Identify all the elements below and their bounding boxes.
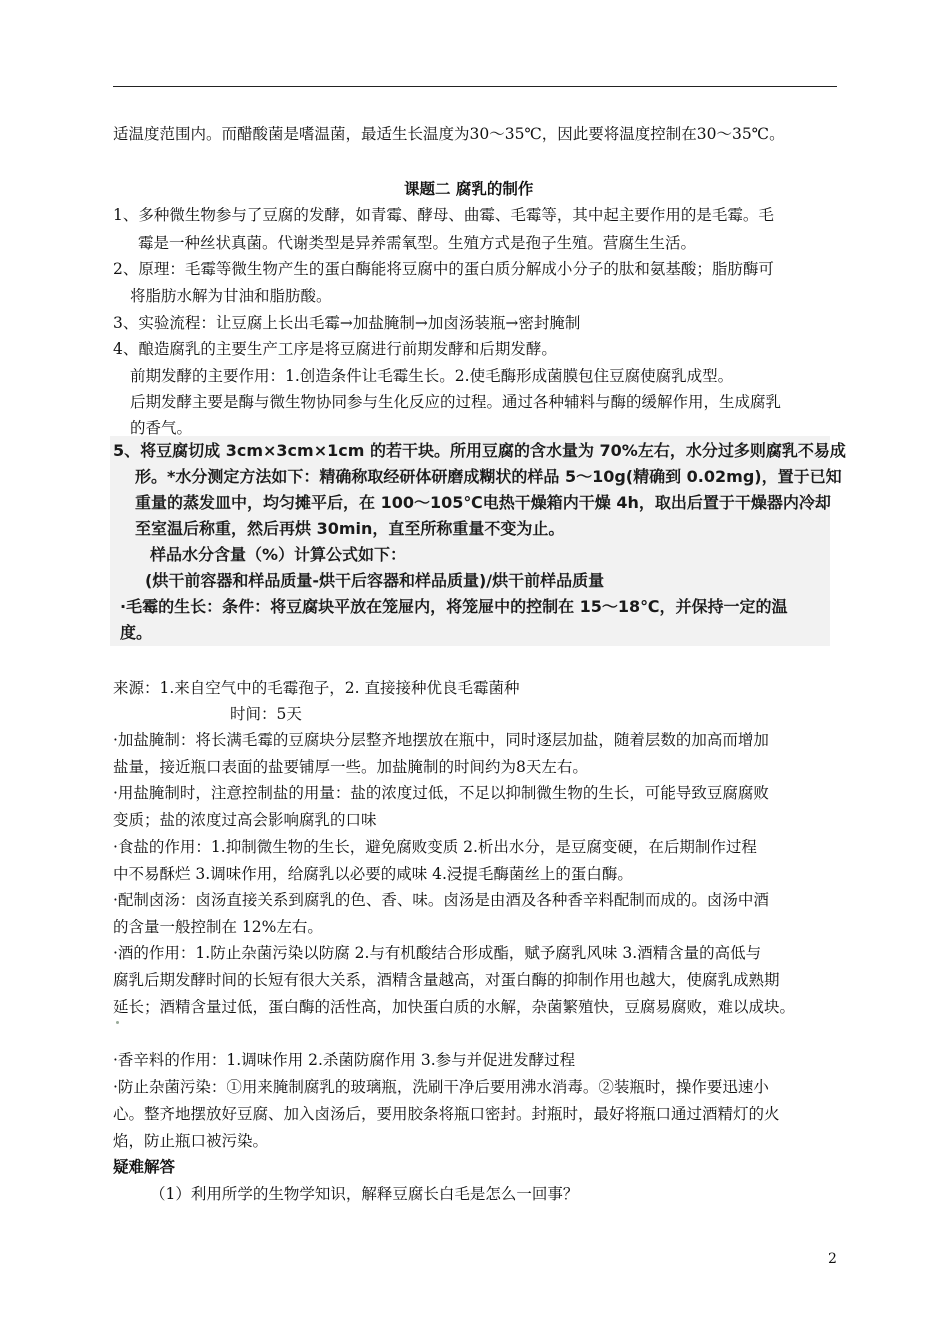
mold-source: 来源：1.来自空气中的毛霉孢子，2. 直接接种优良毛霉菌种 xyxy=(113,679,520,697)
stray-mark xyxy=(116,1021,119,1024)
section-title: 课题二 腐乳的制作 xyxy=(404,179,534,198)
faq-title: 疑难解答 xyxy=(113,1157,176,1176)
point-4-late-fermentation: 后期发酵主要是酶与微生物协同参与生化反应的过程。通过各种辅料与酶的缓解作用，生成腐乳 xyxy=(130,393,782,411)
point-1-line-2: 霉是一种丝状真菌。代谢类型是异养需氧型。生殖方式是孢子生殖。营腐生生活。 xyxy=(138,234,697,252)
page-number: 2 xyxy=(828,1251,837,1267)
faq-question-1: （1）利用所学的生物学知识，解释豆腐长白毛是怎么一回事？ xyxy=(150,1185,579,1203)
salt-control-line-2: 变质；盐的浓度过高会影响腐乳的口味 xyxy=(113,811,377,829)
paragraph-continuation: 适温度范围内。而醋酸菌是嗜温菌，最适生长温度为30～35℃，因此要将温度控制在30～35℃。 xyxy=(113,125,785,143)
point-4-early-fermentation: 前期发酵的主要作用：1.创造条件让毛霉生长。2.使毛酶形成菌膜包住豆腐使腐乳成型。 xyxy=(130,367,734,385)
point-1-line-1: 1、多种微生物参与了豆腐的发酵，如青霉、酵母、曲霉、毛霉等，其中起主要作用的是毛霉。毛 xyxy=(113,206,774,224)
contamination-line-1: ·防止杂菌污染：①用来腌制腐乳的玻璃瓶，洗刷干净后要用沸水消毒。②装瓶时，操作要迅速小 xyxy=(113,1078,769,1096)
salt-control-line-1: ·用盐腌制时，注意控制盐的用量：盐的浓度过低，不足以抑制微生物的生长，可能导致豆腐腐败 xyxy=(113,784,769,802)
alcohol-line-2: 腐乳后期发酵时间的长短有很大关系，酒精含量越高，对蛋白酶的抑制作用也越大，使腐乳成熟期 xyxy=(113,971,780,989)
alcohol-line-1: ·酒的作用：1.防止杂菌污染以防腐 2.与有机酸结合形成酯，赋予腐乳风味 3.酒精含量的高低与 xyxy=(113,944,762,962)
moisture-formula-label: 样品水分含量（%）计算公式如下： xyxy=(150,545,407,564)
moisture-formula: (烘干前容器和样品质量-烘干后容器和样品质量)/烘干前样品质量 xyxy=(145,571,605,590)
point-4-late-fermentation-end: 的香气。 xyxy=(130,419,193,437)
point-5-line-4: 至室温后称重，然后再烘 30min，直至所称重量不变为止。 xyxy=(135,519,565,538)
salt-function-line-2: 中不易酥烂 3.调味作用，给腐乳以必要的咸味 4.浸提毛酶菌丝上的蛋白酶。 xyxy=(113,865,633,883)
point-5-line-2: 形。*水分测定方法如下：精确称取经研体研磨成糊状的样品 5～10g(精确到 0.02mg)，置于已知 xyxy=(135,467,842,486)
alcohol-line-3: 延长；酒精含量过低，蛋白酶的活性高，加快蛋白质的水解，杂菌繁殖快，豆腐易腐败，难以成块。 xyxy=(113,998,796,1016)
mold-growth-line-2: 度。 xyxy=(120,623,153,642)
mold-growth-line-1: ·毛霉的生长：条件：将豆腐块平放在笼屉内，将笼屉中的控制在 15～18℃，并保持一定的温 xyxy=(120,597,788,616)
salting-line-1: ·加盐腌制：将长满毛霉的豆腐块分层整齐地摆放在瓶中，同时逐层加盐，随着层数的加高而增加 xyxy=(113,731,769,749)
salt-function-line-1: ·食盐的作用：1.抑制微生物的生长，避免腐败变质 2.析出水分，是豆腐变硬，在后期制作过程 xyxy=(113,838,757,856)
point-5-line-1: 5、将豆腐切成 3cm×3cm×1cm 的若干块。所用豆腐的含水量为 70%左右，水分过多则腐乳不易成 xyxy=(113,441,846,460)
brine-line-2: 的含量一般控制在 12%左右。 xyxy=(113,918,323,936)
contamination-line-3: 焰，防止瓶口被污染。 xyxy=(113,1132,269,1150)
spice-function: ·香辛料的作用：1.调味作用 2.杀菌防腐作用 3.参与并促进发酵过程 xyxy=(113,1051,576,1069)
point-2-line-1: 2、原理：毛霉等微生物产生的蛋白酶能将豆腐中的蛋白质分解成小分子的肽和氨基酸；脂肪酶可 xyxy=(113,260,774,278)
point-4: 4、酿造腐乳的主要生产工序是将豆腐进行前期发酵和后期发酵。 xyxy=(113,340,557,358)
salting-line-2: 盐量，接近瓶口表面的盐要铺厚一些。加盐腌制的时间约为8天左右。 xyxy=(113,758,588,776)
point-5-line-3: 重量的蒸发皿中，均匀摊平后，在 100～105℃电热干燥箱内干燥 4h，取出后置于干燥器内冷却 xyxy=(135,493,831,512)
point-3: 3、实验流程：让豆腐上长出毛霉→加盐腌制→加卤汤装瓶→密封腌制 xyxy=(113,314,581,332)
header-rule xyxy=(113,86,837,87)
point-2-line-2: 将脂肪水解为甘油和脂肪酸。 xyxy=(130,287,332,305)
contamination-line-2: 心。整齐地摆放好豆腐、加入卤汤后，要用胶条将瓶口密封。封瓶时，最好将瓶口通过酒精灯的火 xyxy=(113,1105,780,1123)
mold-time: 时间：5天 xyxy=(230,705,302,723)
brine-line-1: ·配制卤汤：卤汤直接关系到腐乳的色、香、味。卤汤是由酒及各种香辛料配制而成的。卤汤中酒 xyxy=(113,891,769,909)
